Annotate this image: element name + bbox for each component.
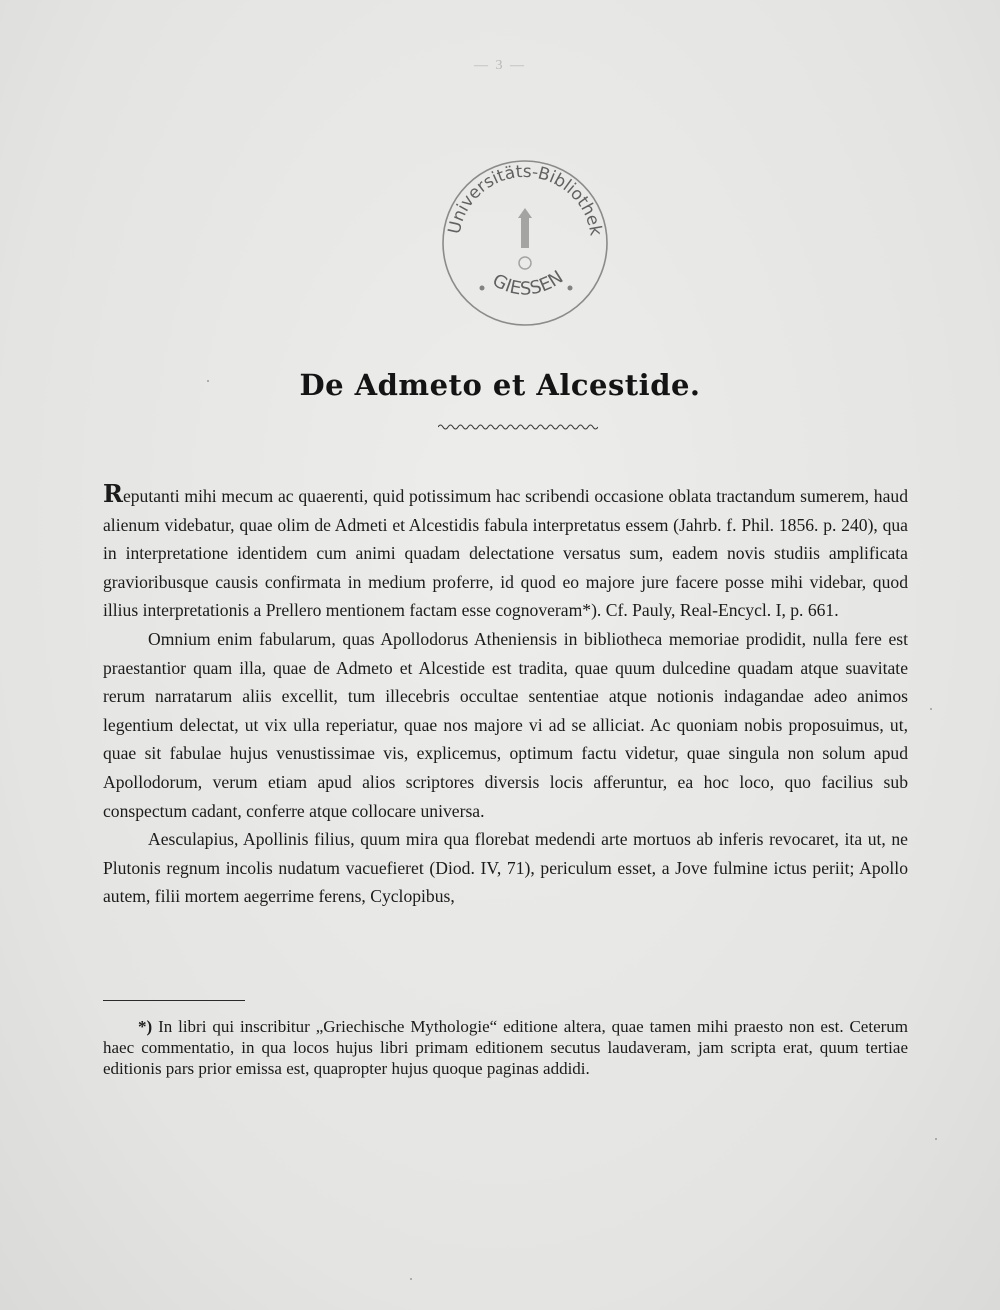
stamp-emblem-icon <box>518 208 532 248</box>
footnote-marker: *) <box>138 1017 153 1036</box>
scan-speck <box>207 380 209 382</box>
scan-speck <box>930 708 932 710</box>
title-wavy-rule <box>438 422 598 432</box>
page-number: — 3 — <box>474 58 526 73</box>
footnote-divider <box>103 1000 245 1001</box>
paragraph-3: Aesculapius, Apollinis filius, quum mira qua florebat medendi arte mortuos ab inferis revocaret, ita ut, ne Plutonis regnum incolis nudatum vacuefieret (Diod. IV, 71), periculum esset, a Jove fulmine ictus periit; Apollo autem, filii mortem aegerrime ferens, Cyclopibus, <box>103 829 908 907</box>
library-stamp <box>430 148 620 338</box>
paragraph-2: Omnium enim fabularum, quas Apollodorus Atheniensis in bibliotheca memoriae prodidit, nulla fere est praestantior quam illa, quae de Admeto et Alcestide est tradita, quae quum dulcedine quadam atque suavitate rerum narratarum aliis excellit, tum illecebris occultae sententiae atque notionis indagandae adeo animos legentium delectat, ut vix ulla reperiatur, quae nos majore vi ad se alliciat. Ac quoniam nobis proposuimus, ut, quae sit fabulae hujus venustissimae vis, explicemus, optimum factu videtur, quae singula non solum apud Apollodorum, verum etiam apud alios scriptores diversis locis afferuntur, ea hoc loco, quo facilius sub conspectum cadant, conferre atque collocare universa. <box>103 628 908 821</box>
drop-cap: R <box>103 479 123 508</box>
page-title: De Admeto et Alcestide. <box>299 368 701 402</box>
scan-speck <box>935 1138 937 1140</box>
footnote <box>103 1016 908 1079</box>
paragraph-1 <box>103 479 908 625</box>
paragraph-1-text: eputanti mihi mecum ac quaerenti, quid potissimum hac scribendi occasione oblata tractandum sumerem, haud alienum videbatur, quae olim de Admeti et Alcestidis fabula interpretatus essem (Jahrb. f. Phil. 1856. p. 240), qua in interpretatione identidem cum animi quadam delectatione versatus sum, eadem novis studiis amplificata gravioribusque causis confirmata in medium proferre, id quod eo majore jure facere posse mihi videbar, quod illius interpretationis a Prellero mentionem factam esse cognoveram*). Cf. Pauly, Real-Encycl. I, p. 661. <box>103 486 908 621</box>
main-text <box>103 479 908 911</box>
footnote-text: In libri qui inscribitur „Griechische Mythologie“ editione altera, quae tamen mihi praesto non est. Ceterum haec commentatio, in qua locos hujus libri primam editionem secutus laudaveram, jam scripta erat, quum tertiae editionis pars prior emissa est, quapropter hujus quoque paginas addidi. <box>103 1017 908 1078</box>
stamp-city-text: GIESSEN <box>489 266 568 300</box>
stamp-ring-text: Universitäts-Bibliothek <box>444 161 606 238</box>
scan-speck <box>410 1278 412 1280</box>
